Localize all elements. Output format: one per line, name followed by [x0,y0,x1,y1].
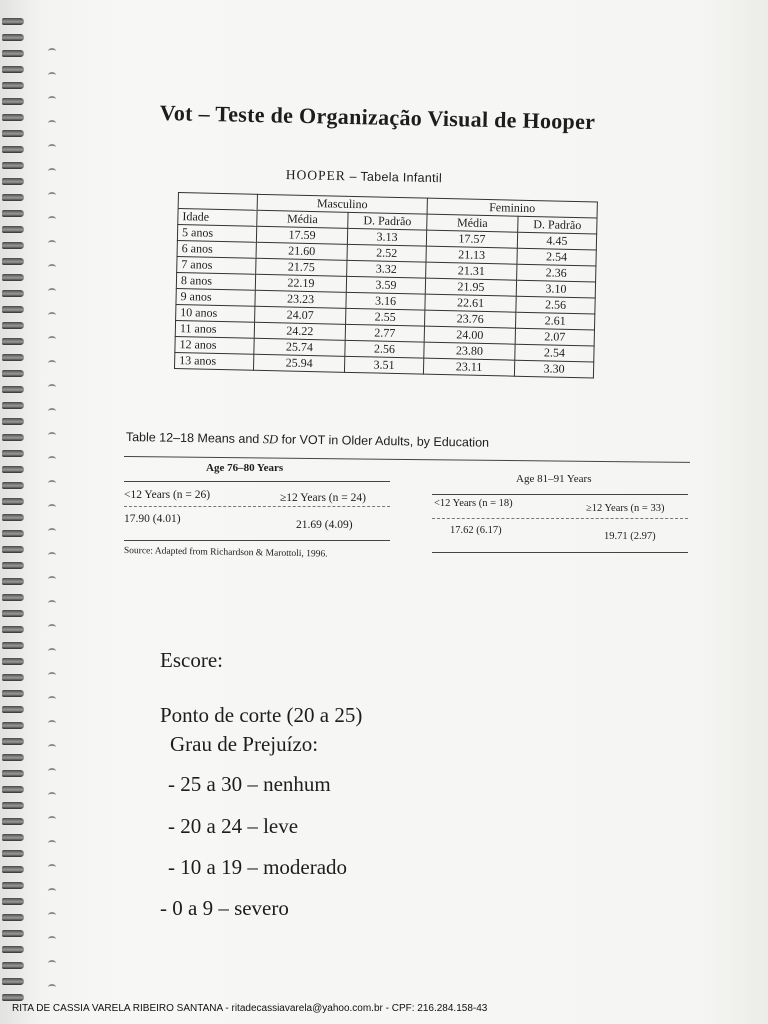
binding-hole [48,840,56,846]
spiral-coil [2,114,24,121]
col-male-media-header: Média [257,210,348,228]
cell-male-dp: 3.59 [346,276,425,294]
spiral-coil [2,978,24,985]
binding-hole [48,720,56,726]
spiral-coil [2,258,24,265]
binding-hole [48,216,56,222]
cell-male-media: 21.75 [256,258,347,276]
spiral-coil [2,354,24,361]
spiral-coil [2,930,24,937]
cell-female-media: 24.00 [424,326,515,344]
cell-female-dp: 2.61 [515,312,594,330]
cell-male-dp: 3.13 [347,228,426,246]
binding-hole [48,744,56,750]
spiral-coil [2,98,24,105]
cell-male-dp: 3.51 [344,356,423,374]
cell-male-dp: 2.52 [347,244,426,262]
cell-female-dp: 2.54 [515,344,594,362]
cell-female-dp: 2.56 [516,296,595,314]
spiral-coil [2,66,24,73]
cell-idade: 12 anos [175,336,254,354]
col-female-dp-header: D. Padrão [518,216,597,234]
level-item: - 0 a 9 – severo [160,896,289,920]
spiral-coil [2,578,24,585]
cell-female-media: 23.76 [425,310,516,328]
spiral-coil [2,674,24,681]
binding-hole [48,288,56,294]
spiral-coil [2,594,24,601]
cell-male-media: 17.59 [256,226,347,244]
cell-female-dp: 2.07 [515,328,594,346]
binding-hole [48,456,56,462]
cell-male-media: 23.23 [255,290,346,308]
spiral-coil [2,626,24,633]
page-title: Vot – Teste de Organização Visual de Hooper [159,100,596,135]
cell-idade: 11 anos [175,320,254,338]
cell-idade: 6 anos [177,240,256,258]
spiral-coil [2,402,24,409]
binding-hole [48,408,56,414]
older-title-suffix: for VOT in Older Adults, by Education [277,432,490,450]
older-title-sd: SD [262,432,279,447]
binding-hole [48,600,56,606]
cell-female-media: 23.80 [424,342,515,360]
cell-idade: 5 anos [177,225,256,243]
spiral-coil [2,322,24,329]
cell-female-media: 21.95 [425,278,516,296]
divider [124,540,390,541]
g1-value2: 21.69 (4.09) [296,519,353,531]
spiral-coil [2,210,24,217]
binding-hole [48,792,56,798]
cell-male-dp: 2.55 [346,308,425,326]
cell-female-dp: 3.10 [516,280,595,298]
binding-hole [48,360,56,366]
spiral-coil [2,562,24,569]
g1-value1: 17.90 (4.01) [124,513,181,525]
spiral-coil [2,850,24,857]
spiral-coil [2,514,24,521]
spiral-coil [2,130,24,137]
spiral-coil [2,370,24,377]
group2-header: Age 81–91 Years [516,473,592,485]
cell-female-media: 17.57 [426,230,517,248]
binding-hole [48,48,56,54]
score-heading: Escore: [160,648,223,672]
cell-male-dp: 3.16 [346,292,425,310]
binding-hole [48,648,56,654]
spiral-coil [2,434,24,441]
cell-male-dp: 2.77 [345,324,424,342]
spiral-coil [2,242,24,249]
binding-hole [48,912,56,918]
divider [432,552,688,553]
spiral-coil [2,146,24,153]
binding-hole [48,168,56,174]
cell-idade: 10 anos [176,304,255,322]
spiral-coil [2,50,24,57]
older-title-prefix: Table 12–18 Means and [125,430,263,447]
divider [124,506,390,507]
spiral-coil [2,610,24,617]
spiral-coil [2,642,24,649]
degree-heading: Grau de Prejuízo: [170,732,319,756]
spiral-coil [2,338,24,345]
spiral-coil [2,994,24,1001]
spiral-coil [2,818,24,825]
spiral-coil [2,882,24,889]
spiral-coil [2,546,24,553]
spiral-coil [2,802,24,809]
divider [124,481,390,482]
binding-hole [48,624,56,630]
binding-hole [48,72,56,78]
col-idade-header: Idade [178,209,257,227]
spiral-coil [2,34,24,41]
spiral-coil [2,82,24,89]
cutoff-text: Ponto de corte (20 a 25) [160,703,363,727]
cell-female-dp: 2.54 [517,248,596,266]
binding-hole [48,504,56,510]
cell-female-dp: 4.45 [517,232,596,250]
binding-hole [48,144,56,150]
cell-male-media: 24.22 [254,322,345,340]
spiral-coil [2,274,24,281]
binding-hole [48,336,56,342]
spiral-coil [2,290,24,297]
binding-hole [48,768,56,774]
binding-hole [48,960,56,966]
cell-female-dp: 2.36 [517,264,596,282]
col-female-media-header: Média [427,214,518,232]
group1-header: Age 76–80 Years [206,462,284,474]
binding-hole [48,696,56,702]
binding-hole [48,888,56,894]
level-item: - 20 a 24 – leve [168,814,299,838]
cell-male-dp: 2.56 [345,340,424,358]
cell-female-media: 22.61 [425,294,516,312]
cell-male-media: 22.19 [255,274,346,292]
binding-hole [48,864,56,870]
cell-idade: 13 anos [174,352,253,370]
level-item: - 25 a 30 – nenhum [168,772,331,796]
g2-value1: 17.62 (6.17) [450,525,502,536]
cell-idade: 8 anos [176,272,255,290]
spiral-coil [2,722,24,729]
spiral-coil [2,770,24,777]
col-male-dp-header: D. Padrão [348,212,427,230]
spiral-coil [2,18,24,25]
spiral-coil [2,946,24,953]
binding-hole [48,384,56,390]
spiral-coil [2,466,24,473]
spiral-coil [2,482,24,489]
footer-watermark: RITA DE CASSIA VARELA RIBEIRO SANTANA - ritadecassiavarela@yahoo.com.br - CPF: 216.284.158-43 [12,1003,488,1014]
group-female-header: Feminino [427,198,597,218]
spiral-coil [2,690,24,697]
binding-hole [48,192,56,198]
g1-col2-header: ≥12 Years (n = 24) [280,492,366,504]
spiral-coil [2,178,24,185]
spiral-coil [2,530,24,537]
binding-hole [48,120,56,126]
older-table-title [126,430,489,451]
spiral-coil [2,914,24,921]
divider [432,494,688,495]
cell-male-media: 25.94 [253,354,344,372]
binding-hole [48,264,56,270]
hooper-caption-suffix: – Tabela Infantil [345,169,443,186]
binding-hole [48,240,56,246]
spiral-coil [2,498,24,505]
binding-hole [48,528,56,534]
cell-male-media: 24.07 [255,306,346,324]
spiral-coil [2,162,24,169]
binding-hole [48,816,56,822]
spiral-coil [2,834,24,841]
binding-hole [48,984,56,990]
cell-female-media: 21.13 [426,246,517,264]
binding-hole [48,936,56,942]
spiral-coil [2,194,24,201]
hooper-table-caption [286,167,443,186]
g2-col1-header: <12 Years (n = 18) [434,498,513,509]
spiral-coil [2,226,24,233]
binding-hole [48,480,56,486]
g2-col2-header: ≥12 Years (n = 33) [586,503,665,514]
hooper-norms-table [174,192,598,378]
cell-male-dp: 3.32 [347,260,426,278]
hooper-caption-prefix: HOOPER [285,167,347,184]
spiral-coil [2,962,24,969]
spiral-coil [2,738,24,745]
spiral-coil [2,754,24,761]
cell-female-dp: 3.30 [514,360,593,378]
binding-hole [48,552,56,558]
table-corner-cell [178,193,257,211]
cell-female-media: 21.31 [426,262,517,280]
binding-hole [48,672,56,678]
spiral-coil [2,418,24,425]
binding-hole [48,96,56,102]
binding-hole [48,432,56,438]
cell-idade: 7 anos [177,256,256,274]
binding-hole [48,312,56,318]
spiral-coil [2,898,24,905]
spiral-binding [0,0,40,1000]
divider [432,518,688,519]
cell-male-media: 21.60 [256,242,347,260]
spiral-coil [2,306,24,313]
spiral-coil [2,866,24,873]
binding-hole [48,576,56,582]
older-table-source: Source: Adapted from Richardson & Marottoli, 1996. [123,546,328,560]
group-male-header: Masculino [257,194,427,214]
g2-value2: 19.71 (2.97) [604,531,656,542]
cell-female-media: 23.11 [423,358,514,376]
cell-idade: 9 anos [176,288,255,306]
spiral-coil [2,386,24,393]
cell-male-media: 25.74 [254,338,345,356]
spiral-coil [2,786,24,793]
spiral-coil [2,450,24,457]
spiral-coil [2,706,24,713]
spiral-coil [2,658,24,665]
g1-col1-header: <12 Years (n = 26) [124,489,211,501]
level-item: - 10 a 19 – moderado [168,855,348,879]
